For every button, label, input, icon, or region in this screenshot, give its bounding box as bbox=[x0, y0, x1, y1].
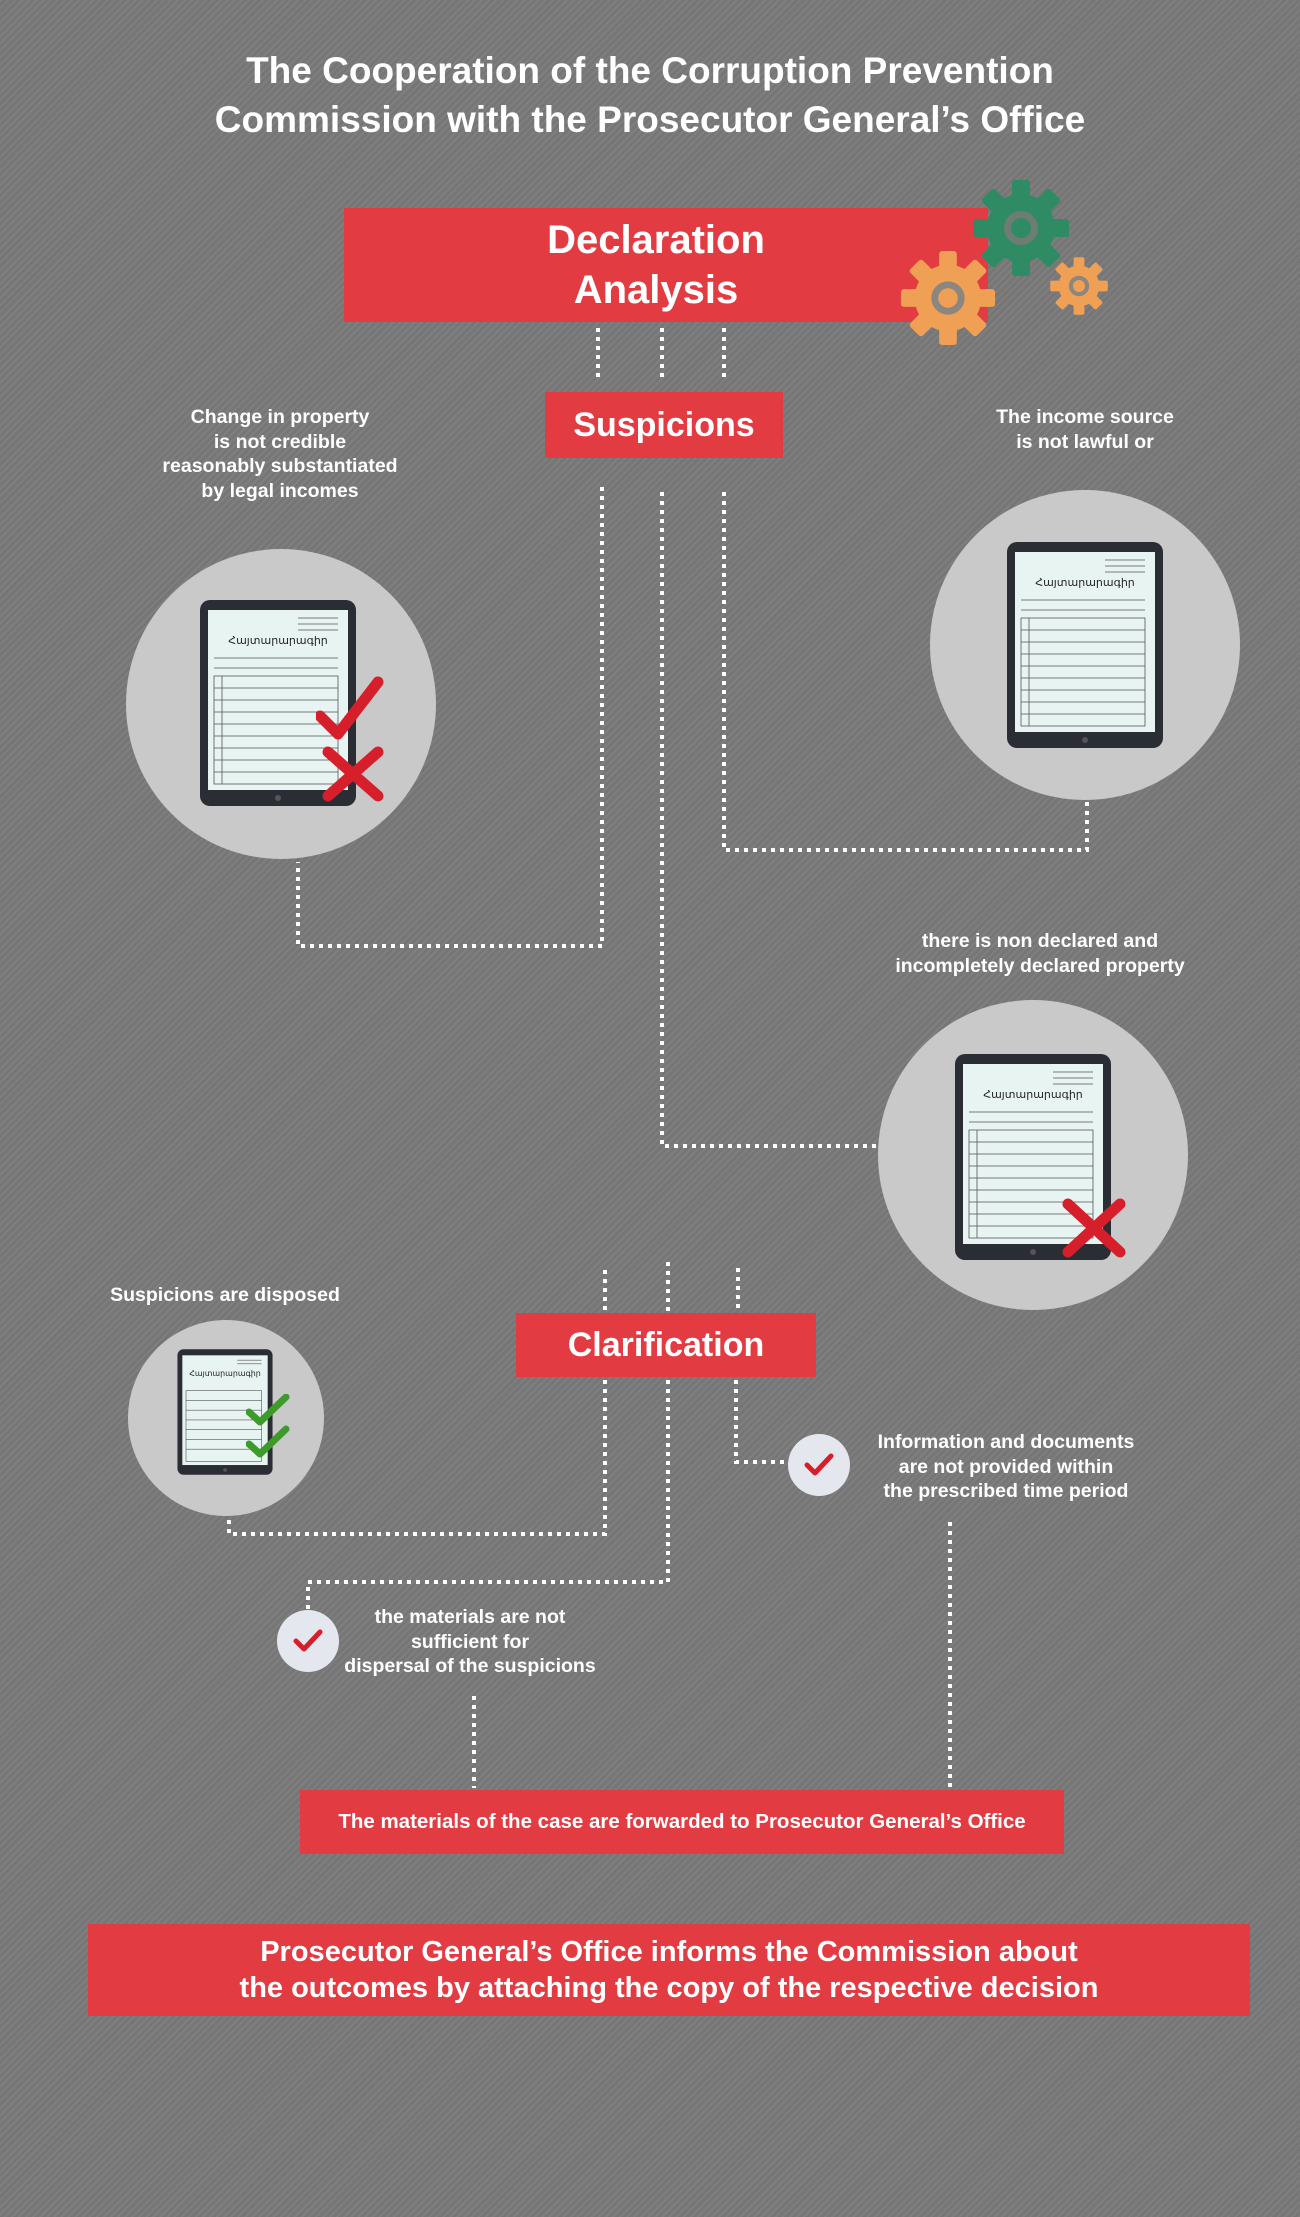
tablet-doc-heading: Հայտարարագիր bbox=[1035, 576, 1135, 589]
label-line: by legal incomes bbox=[201, 479, 359, 502]
tablet-doc-heading: Հայտարարագիր bbox=[228, 634, 328, 647]
label-line: the materials are not bbox=[374, 1606, 566, 1628]
label-info-not-provided bbox=[856, 1430, 1156, 1504]
check-icon bbox=[293, 1629, 323, 1653]
label-line: are not provided within bbox=[898, 1455, 1114, 1478]
page-title-line-2: Commission with the Prosecutor General’s Office bbox=[214, 99, 1086, 140]
label-line: dispersal of the suspicions bbox=[344, 1655, 596, 1677]
label-line: the prescribed time period bbox=[883, 1480, 1129, 1502]
clarification-box: Clarification bbox=[516, 1313, 816, 1377]
connector-clarification-middle bbox=[308, 1380, 668, 1614]
cross-icon bbox=[1060, 1196, 1130, 1260]
label-line: there is non declared and bbox=[921, 930, 1159, 952]
gears-icon-group bbox=[898, 178, 1120, 350]
page-title-line-1: The Cooperation of the Corruption Prevention bbox=[246, 50, 1054, 91]
label-line: is not lawful or bbox=[1016, 430, 1154, 453]
label-line: Information and documents bbox=[877, 1431, 1135, 1453]
check-icon bbox=[320, 682, 378, 734]
prosecutor-informs-line-1: Prosecutor General’s Office informs the Commission about bbox=[260, 1936, 1078, 1968]
declaration-analysis-box bbox=[344, 208, 988, 322]
prosecutor-informs-line-2: the outcomes by attaching the copy of the respective decision bbox=[239, 1972, 1099, 2004]
label-line: reasonably substantiated bbox=[162, 455, 398, 477]
cross-icon bbox=[328, 752, 378, 796]
label-property-not-credible bbox=[120, 405, 440, 503]
label-suspicions-disposed: Suspicions are disposed bbox=[110, 1284, 340, 1306]
declaration-analysis-line-2: Analysis bbox=[573, 268, 739, 312]
gear-icon bbox=[901, 251, 995, 345]
materials-forwarded-box: The materials of the case are forwarded to Prosecutor General’s Office bbox=[300, 1790, 1064, 1854]
label-non-declared-property bbox=[860, 929, 1220, 978]
tablet-doc-heading: Հայտարարագիր bbox=[189, 1369, 261, 1379]
label-income-not-lawful bbox=[935, 405, 1235, 454]
declaration-analysis-line-1: Declaration bbox=[547, 218, 765, 262]
label-line: incompletely declared property bbox=[895, 954, 1185, 977]
label-line: Change in property bbox=[190, 406, 370, 428]
suspicions-box: Suspicions bbox=[545, 392, 783, 458]
check-icon bbox=[246, 1394, 290, 1464]
label-line: The income source bbox=[996, 406, 1174, 428]
tablet-doc-heading: Հայտարարագիր bbox=[983, 1088, 1083, 1101]
connector-clarification-right bbox=[736, 1380, 786, 1462]
label-line: is not credible bbox=[213, 430, 347, 453]
check-icon bbox=[804, 1453, 834, 1477]
connector-suspicions-middle bbox=[662, 492, 876, 1146]
tablet-document-icon bbox=[1005, 540, 1165, 750]
check-cross-icon bbox=[316, 676, 396, 806]
gear-icon bbox=[1050, 257, 1108, 315]
label-line: sufficient for bbox=[410, 1630, 530, 1653]
gear-icon bbox=[973, 180, 1069, 276]
check-circle-info-not-provided bbox=[788, 1434, 850, 1496]
label-materials-not-sufficient bbox=[320, 1605, 620, 1679]
prosecutor-informs-box bbox=[88, 1924, 1250, 2016]
